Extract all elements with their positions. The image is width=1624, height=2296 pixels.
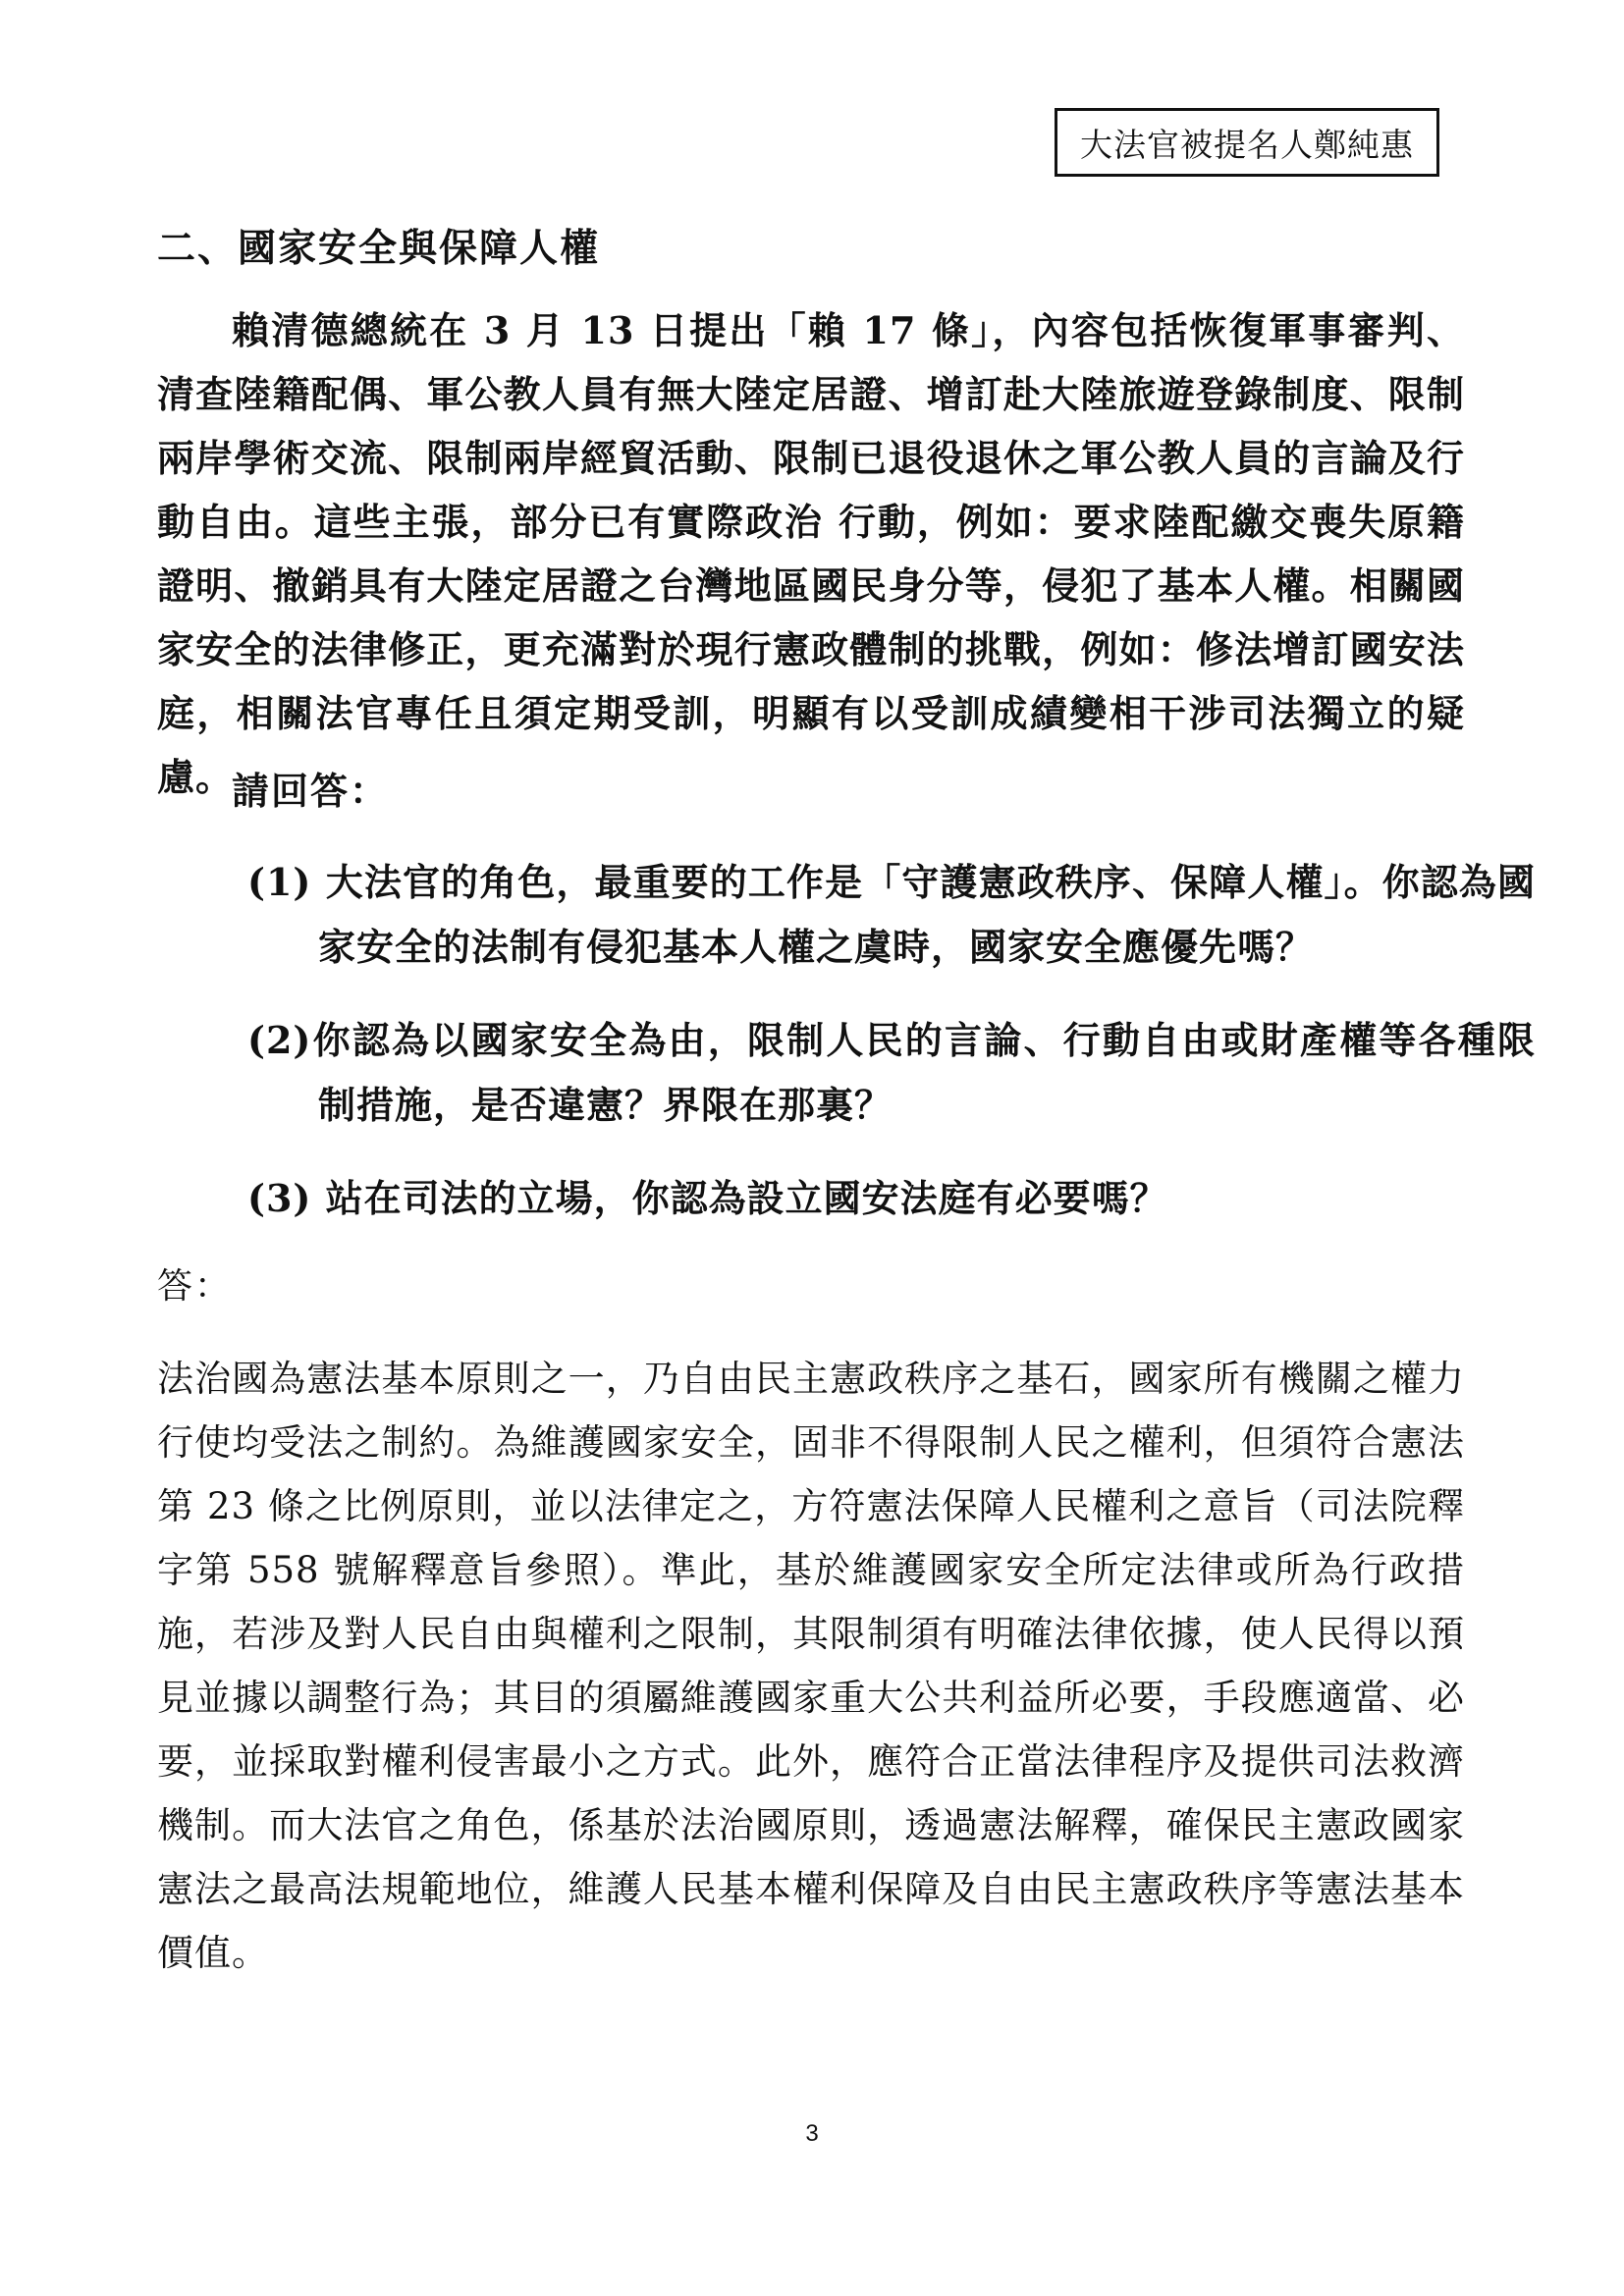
nominee-label: 大法官被提名人鄭純惠	[1080, 125, 1414, 164]
answer-prompt: 請回答：	[232, 769, 390, 813]
nominee-label-box	[1055, 108, 1439, 177]
question-3: (3) 站在司法的立場，你認為設立國安法庭有必要嗎？	[247, 1176, 1168, 1220]
answer-label: 答：	[157, 1266, 233, 1307]
question-2: (2)你認為以國家安全為由，限制人民的言論、行動自由或財產權等各種限制措施，是否違憲？界限在那裏？	[247, 1018, 1536, 1127]
answer-paragraph: 法治國為憲法基本原則之一，乃自由民主憲政秩序之基石，國家所有機關之權力行使均受法之制約。為維護國家安全，固非不得限制人民之權利，但須符合憲法第 23 條之比例原則，並以法律定之，方符憲法保障人民權利之意旨（司法院釋字第 558 號解釋意旨參照）。準此，基於維護國家安全所定法律或所為行政措施，若涉及對人民自由與權利之限制，其限制須有明確法律依據，使人民得以預見並據以調整行為；其目的須屬維護國家重大公共利益所必要，手段應適當、必要，並採取對權利侵害最小之方式。此外，應符合正當法律程序及提供司法救濟機制。而大法官之角色，係基於法治國原則，透過憲法解釋，確保民主憲政國家憲法之最高法規範地位，維護人民基本權利保障及自由民主憲政秩序等憲法基本價值。	[157, 1358, 1465, 1974]
question-1: (1) 大法官的角色，最重要的工作是「守護憲政秩序、保障人權」。你認為國家安全的法制有侵犯基本人權之虞時，國家安全應優先嗎？	[247, 860, 1536, 969]
page-number: 3	[805, 2120, 819, 2147]
section-heading: 二、國家安全與保障人權	[157, 226, 601, 271]
section-intro-paragraph: 賴清德總統在 3 月 13 日提出「賴 17 條」，內容包括恢復軍事審判、清查陸籍配偶、軍公教人員有無大陸定居證、增訂赴大陸旅遊登錄制度、限制兩岸學術交流、限制兩岸經貿活動、限制已退役退休之軍公教人員的言論及行動自由。這些主張，部分已有實際政治 行動，例如：要求陸配繳交喪失原籍證明、撤銷具有大陸定居證之台灣地區國民身分等，侵犯了基本人權。相關國家安全的法律修正，更充滿對於現行憲政體制的挑戰，例如：修法增訂國安法庭，相關法官專任且須定期受訓，明顯有以受訓成績變相干涉司法獨立的疑慮。	[157, 308, 1465, 799]
